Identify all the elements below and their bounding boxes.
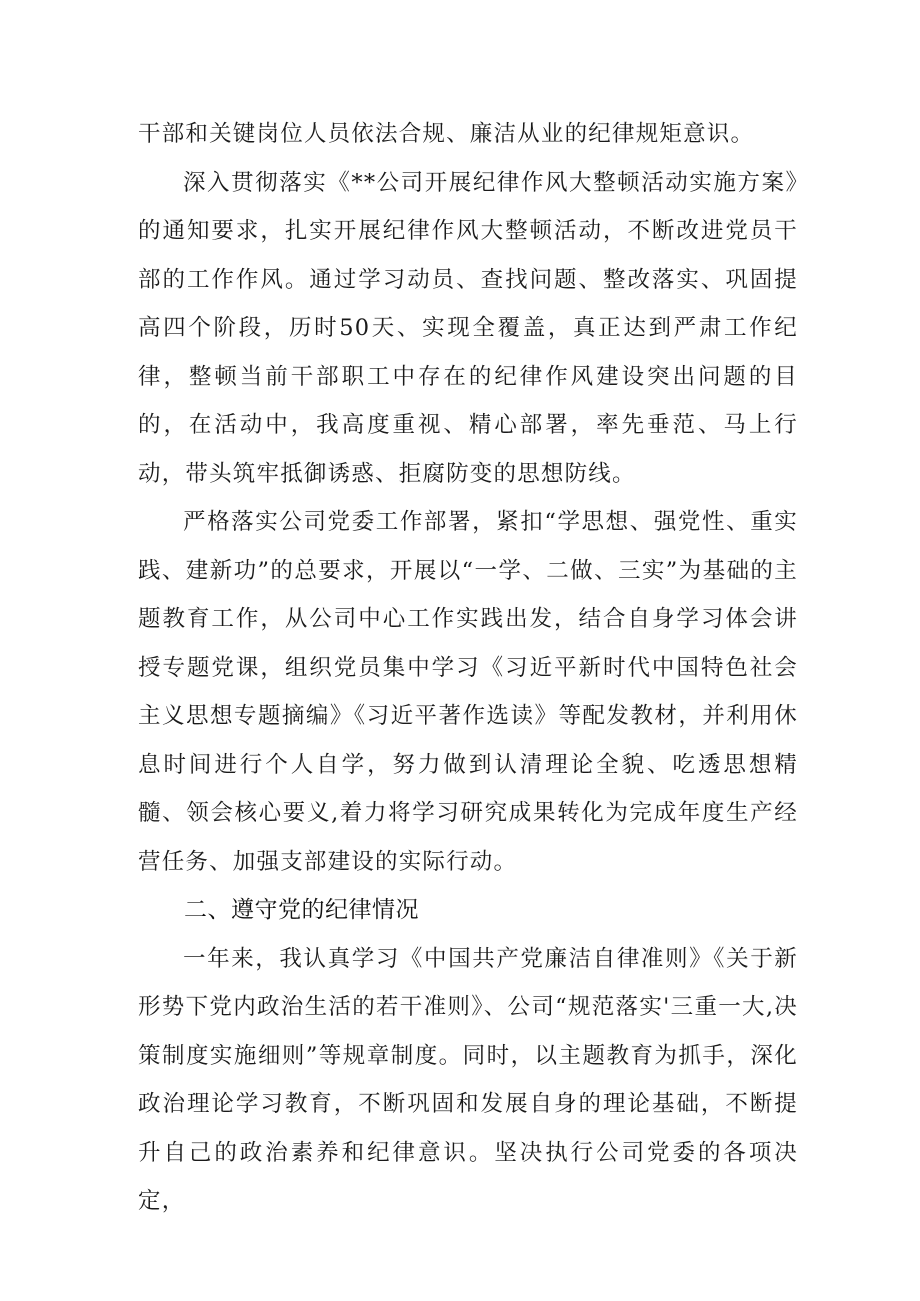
section-heading: 二、遵守党的纪律情况 — [184, 897, 419, 923]
document-body — [138, 110, 798, 1226]
paragraph-continued: 干部和关键岗位人员依法合规、廉洁从业的纪律规矩意识。 — [138, 121, 755, 147]
paragraph-party-discipline: 一年来，我认真学习《中国共产党廉洁自律准则》《关于新形势下党内政治生活的若干准则》、公司“规范落实'三重一大,决策制度实施细则”等规章制度。同时，以主题教育为抓手，深化政治理论学习教育，不断巩固和发展自身的理论基础，不断提升自己的政治素养和纪律意识。坚决执行公司党委的各项决定， — [138, 945, 798, 1214]
paragraph-rectification-campaign: 深入贯彻落实《**公司开展纪律作风大整顿活动实施方案》的通知要求，扎实开展纪律作风大整顿活动，不断改进党员干部的工作作风。通过学习动员、查找问题、整改落实、巩固提高四个阶段，历时50天、实现全覆盖，真正达到严肃工作纪律，整顿当前干部职工中存在的纪律作风建设突出问题的目的，在活动中，我高度重视、精心部署，率先垂范、马上行动，带头筑牢抵御诱惑、拒腐防变的思想防线。 — [138, 169, 798, 487]
paragraph-theme-education: 严格落实公司党委工作部署，紧扣“学思想、强党性、重实践、建新功”的总要求，开展以“一学、二做、三实”为基础的主题教育工作，从公司中心工作实践出发，结合自身学习体会讲授专题党课，组织党员集中学习《习近平新时代中国特色社会主义思想专题摘编》《习近平著作选读》等配发教材，并利用休息时间进行个人自学，努力做到认清理论全貌、吃透思想精髓、领会核心要义,着力将学习研究成果转化为完成年度生产经营任务、加强支部建设的实际行动。 — [138, 509, 798, 875]
